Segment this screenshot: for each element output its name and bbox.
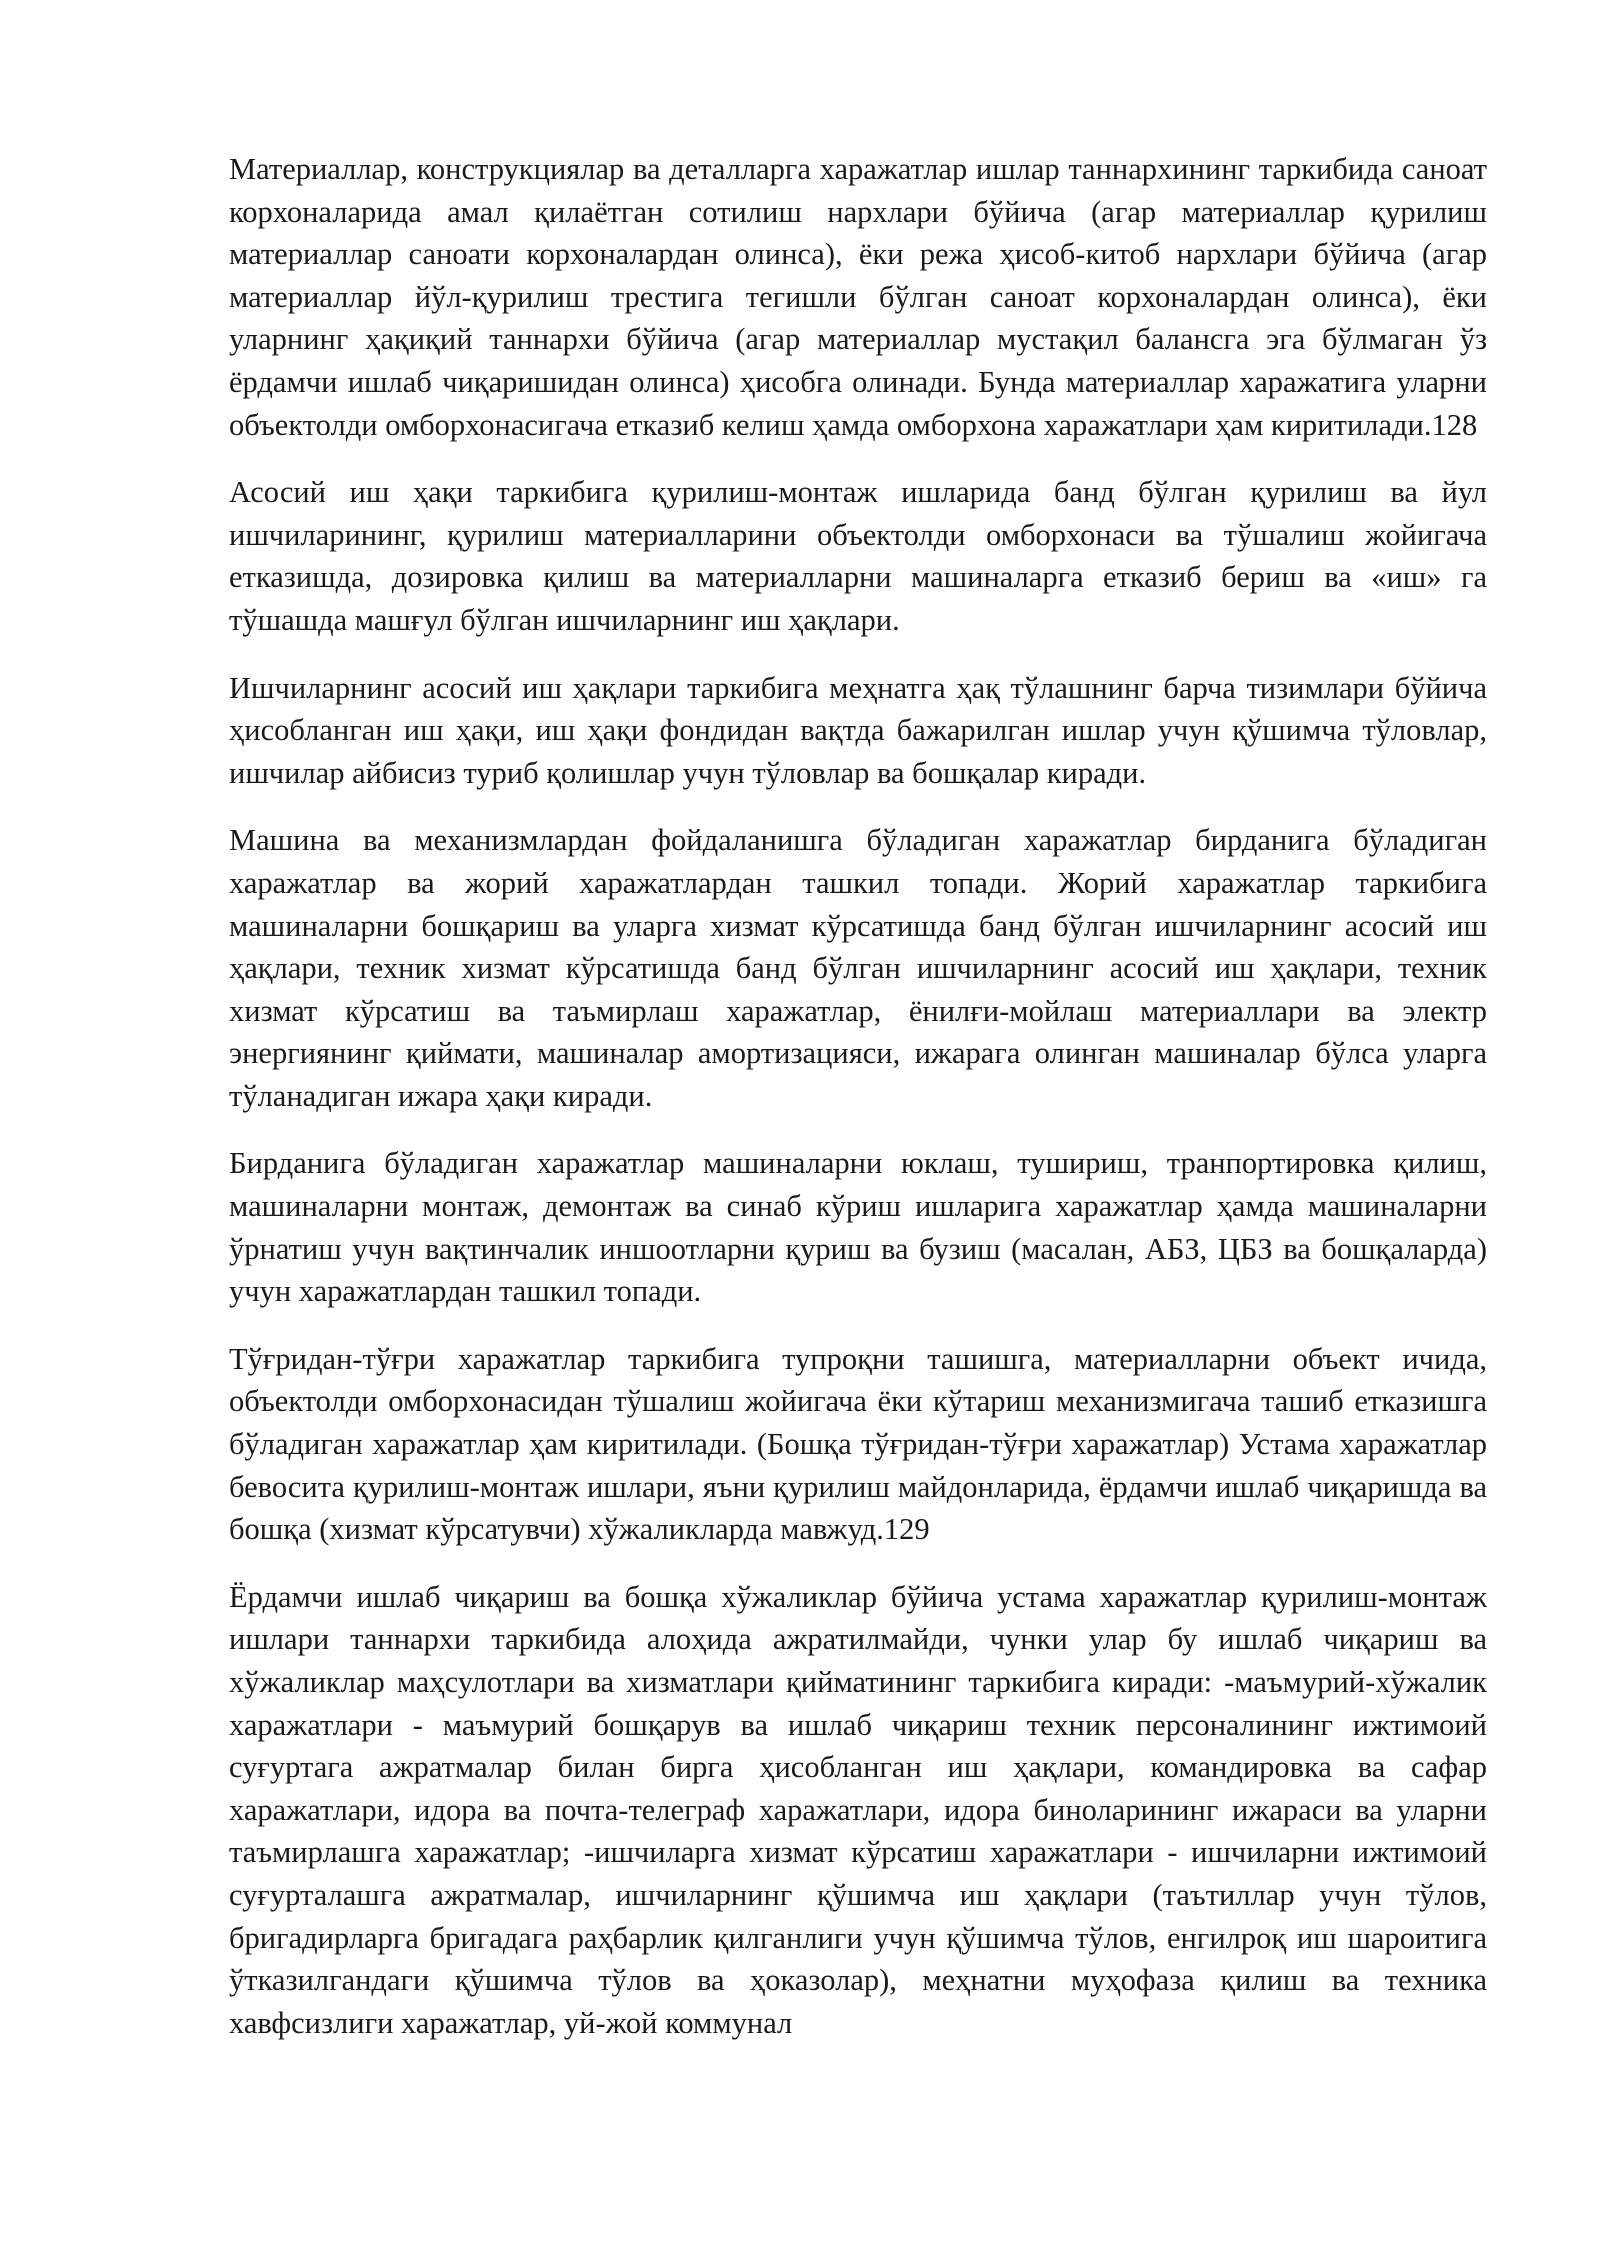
paragraph-workers-wages: Ишчиларнинг асосий иш ҳақлари таркибига меҳнатга ҳақ тўлашнинг барча тизимлари бўйича ҳисобланган иш ҳақи, иш ҳақи фондидан вақтда бажарилган ишлар учун қўшимча тўловлар, ишчилар айбисиз туриб қолишлар учун тўловлар ва бошқалар киради. <box>229 670 1487 790</box>
paragraph-auxiliary-overhead: Ёрдамчи ишлаб чиқариш ва бошқа хўжаликлар бўйича устама харажатлар қурилиш-монтаж ишлари таннархи таркибида алоҳида ажратилмайди, чунки улар бу ишлаб чиқариш ва хўжаликлар маҳсулотлари ва хизматлари қийматининг таркибига киради: -маъмурий-хўжалик харажатлари - маъмурий бошқарув ва ишлаб чиқариш техник персоналининг ижтимоий суғуртага ажратмалар билан бирга ҳисобланган иш ҳақлари, командировка ва сафар харажатлари, идора ва почта-телеграф харажатлари, идора биноларининг ижараси ва уларни таъмирлашга харажатлар; -ишчиларга хизмат кўрсатиш харажатлари - ишчиларни ижтимоий суғурталашга ажратмалар, ишчиларнинг қўшимча иш ҳақлари (таътиллар учун тўлов, бригадирларга бригадага раҳбарлик қилганлиги учун қўшимча тўлов, енгилроқ иш шароитига ўтказилгандаги қўшимча тўлов ва ҳоказолар), меҳнатни муҳофаза қилиш ва техника хавфсизлиги харажатлар, уй-жой коммунал <box>229 1579 1487 2040</box>
paragraph-basic-wages: Асосий иш ҳақи таркибига қурилиш-монтаж ишларида банд бўлган қурилиш ва йул ишчиларининг, қурилиш материалларини объектолди омборхонаси ва тўшалиш жойигача етказишда, дозировка қилиш ва материалларни машиналарга етказиб бериш ва «иш» га тўшашда машғул бўлган ишчиларнинг иш ҳақлари. <box>229 475 1487 637</box>
paragraph-machinery-costs: Машина ва механизмлардан фойдаланишга бўладиган харажатлар бирданига бўладиган харажатлар ва жорий харажатлардан ташкил топади. Жорий харажатлар таркибига машиналарни бошқариш ва уларга хизмат кўрсатишда банд бўлган ишчиларнинг асосий иш ҳақлари, техник хизмат кўрсатишда банд бўлган ишчиларнинг асосий иш ҳақлари, техник хизмат кўрсатиш ва таъмирлаш харажатлар, ёнилғи-мойлаш материаллари ва электр энергиянинг қиймати, машиналар амортизацияси, ижарага олинган машиналар бўлса уларга тўланадиган ижара ҳақи киради. <box>229 823 1487 1113</box>
paragraph-direct-costs: Тўғридан-тўғри харажатлар таркибига тупроқни ташишга, материалларни объект ичида, объектолди омборхонасидан тўшалиш жойигача ёки кўтариш механизмигача ташиб етказишга бўладиган харажатлар ҳам киритилади. (Бошқа тўғридан-тўғри харажатлар) Устама харажатлар бевосита қурилиш-монтаж ишлари, яъни қурилиш майдонларида, ёрдамчи ишлаб чиқаришда ва бошқа (хизмат кўрсатувчи) хўжаликларда мавжуд.129 <box>229 1341 1487 1547</box>
paragraph-one-time-costs: Бирданига бўладиган харажатлар машиналарни юклаш, тушириш, транпортировка қилиш, машиналарни монтаж, демонтаж ва синаб кўриш ишларига харажатлар ҳамда машиналарни ўрнатиш учун вақтинчалик иншоотларни қуриш ва бузиш (масалан, АБЗ, ЦБЗ ва бошқаларда) учун харажатлардан ташкил топади. <box>229 1146 1487 1309</box>
paragraph-materials: Материаллар, конструкциялар ва деталларга харажатлар ишлар таннархининг таркибида саноат корхоналарида амал қилаётган сотилиш нархлари бўйича (агар материаллар қурилиш материаллар саноати корхоналардан олинса), ёки режа ҳисоб-китоб нархлари бўйича (агар материаллар йўл-қурилиш трестига тегишли бўлган саноат корхоналардан олинса), ёки уларнинг ҳақиқий таннархи бўйича (агар материаллар мустақил балансга эга бўлмаган ўз ёрдамчи ишлаб чиқаришидан олинса) ҳисобга олинади. Бунда материаллар харажатига уларни объектолди омборхонасигача етказиб келиш ҳамда омборхона харажатлари ҳам киритилади.128 <box>229 152 1487 442</box>
document-body <box>229 148 1487 2044</box>
